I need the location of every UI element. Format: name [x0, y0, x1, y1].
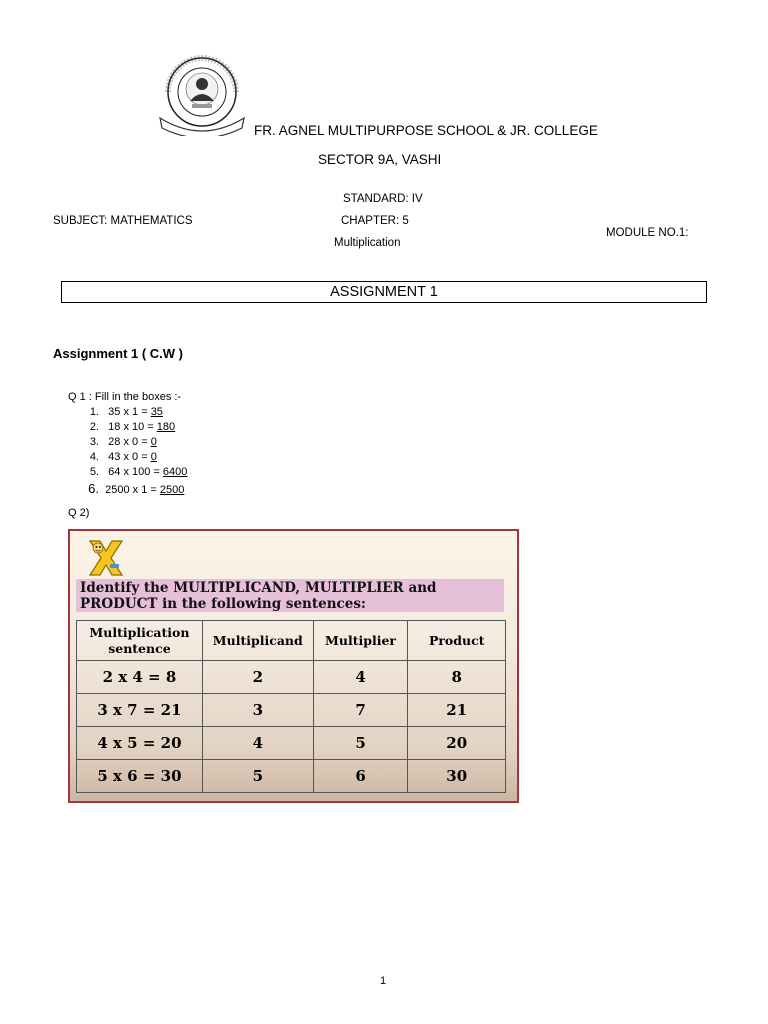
table-cell: 3 x 7 = 21 [77, 694, 203, 727]
topic-label: Multiplication [334, 237, 401, 249]
classwork-title: Assignment 1 ( C.W ) [53, 346, 184, 361]
item-expression: 28 x 0 = [108, 436, 151, 448]
item-expression: 2500 x 1 = [105, 484, 160, 496]
item-expression: 18 x 10 = [108, 421, 157, 433]
table-header-row [77, 621, 506, 661]
school-name: FR. AGNEL MULTIPURPOSE SCHOOL & JR. COLLEGE [254, 123, 598, 138]
column-header: Product [408, 621, 506, 661]
item-number: 3. [89, 436, 99, 448]
table-row [77, 727, 506, 760]
item-answer: 180 [156, 421, 176, 433]
table-cell: 8 [408, 661, 506, 694]
worksheet-heading [76, 579, 504, 612]
table-cell: 6 [313, 760, 408, 793]
table-cell: 4 [313, 661, 408, 694]
multiplication-table [76, 620, 506, 793]
table-cell: 21 [408, 694, 506, 727]
item-answer: 0 [150, 436, 157, 448]
question-1-list [68, 405, 187, 498]
table-cell: 4 x 5 = 20 [77, 727, 203, 760]
cartoon-x-icon [84, 537, 128, 579]
item-answer: 2500 [159, 484, 185, 496]
list-item [68, 450, 187, 465]
list-item [68, 480, 187, 498]
list-item [68, 405, 187, 420]
school-location: SECTOR 9A, VASHI [318, 152, 442, 167]
worksheet-heading-line-1: Identify the MULTIPLICAND, MULTIPLIER and [80, 580, 437, 596]
worksheet-heading-line-2: PRODUCT in the following sentences: [80, 596, 366, 612]
table-cell: 3 [202, 694, 313, 727]
page-number: 1 [380, 975, 387, 987]
item-number: 5. [89, 466, 99, 478]
list-item [68, 465, 187, 480]
column-header: Multiplicand [202, 621, 313, 661]
item-answer: 6400 [162, 466, 188, 478]
assignment-title-box [61, 281, 707, 303]
standard-label: STANDARD: IV [343, 193, 423, 205]
item-number: 2. [89, 421, 99, 433]
table-cell: 5 [202, 760, 313, 793]
table-row [77, 760, 506, 793]
question-1-prompt: Q 1 : Fill in the boxes :- [68, 391, 182, 403]
table-cell: 7 [313, 694, 408, 727]
item-answer: 35 [150, 406, 163, 418]
subject-label: SUBJECT: MATHEMATICS [53, 215, 193, 227]
item-number: 4. [89, 451, 99, 463]
module-label: MODULE NO.1: [606, 227, 689, 239]
item-number: 6. [88, 481, 99, 496]
table-cell: 5 [313, 727, 408, 760]
table-cell: 2 x 4 = 8 [77, 661, 203, 694]
assignment-title: ASSIGNMENT 1 [330, 284, 438, 300]
list-item [68, 435, 187, 450]
table-row [77, 694, 506, 727]
table-cell: 5 x 6 = 30 [77, 760, 203, 793]
table-cell: 30 [408, 760, 506, 793]
question-2-label: Q 2) [68, 507, 90, 519]
item-expression: 43 x 0 = [108, 451, 151, 463]
school-logo [152, 54, 252, 136]
item-number: 1. [89, 406, 99, 418]
column-header: Multiplication sentence [77, 621, 203, 661]
chapter-label: CHAPTER: 5 [341, 215, 409, 227]
table-row [77, 661, 506, 694]
column-header: Multiplier [313, 621, 408, 661]
item-answer: 0 [150, 451, 157, 463]
table-cell: 4 [202, 727, 313, 760]
list-item [68, 420, 187, 435]
table-cell: 20 [408, 727, 506, 760]
worksheet-card [68, 529, 519, 803]
table-cell: 2 [202, 661, 313, 694]
item-expression: 35 x 1 = [108, 406, 151, 418]
item-expression: 64 x 100 = [108, 466, 163, 478]
